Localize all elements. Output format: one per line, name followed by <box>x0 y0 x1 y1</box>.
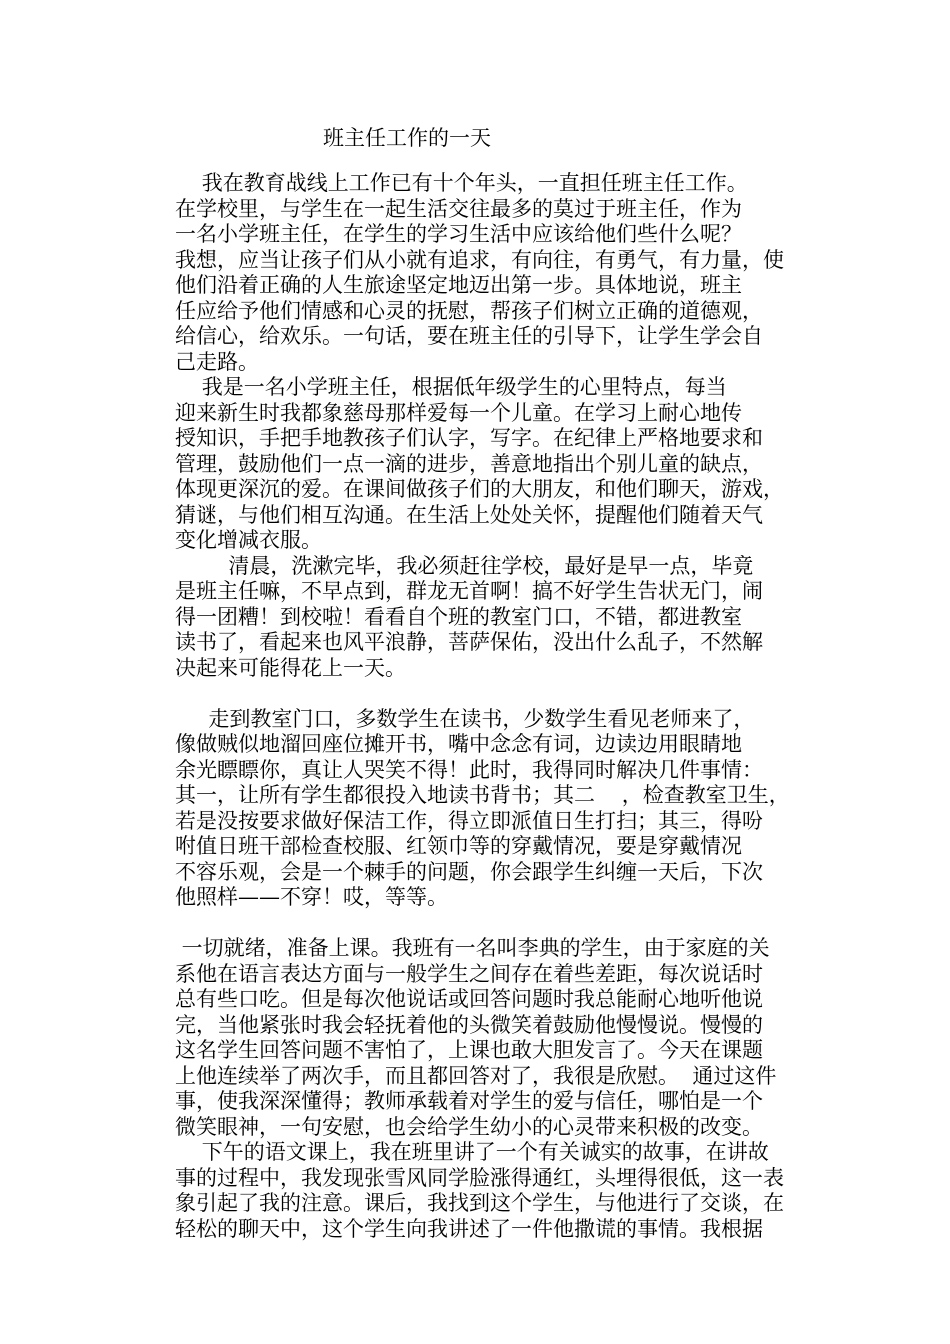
text-line: 其一，让所有学生都很投入地读书背书；其二 ，检查教室卫生， <box>175 783 790 807</box>
text-line: 读书了，看起来也风平浪静，菩萨保佑，没出什么乱子，不然解 <box>175 630 763 654</box>
text-line: 给信心，给欢乐。一句话，要在班主任的引导下，让学生学会自 <box>175 324 763 348</box>
text-line: 下午的语文课上，我在班里讲了一个有关诚实的故事，在讲故 <box>175 1140 769 1164</box>
text-line: 像做贼似地溜回座位摊开书，嘴中念念有词，边读边用眼睛地 <box>175 732 742 756</box>
text-line: 不容乐观，会是一个棘手的问题，你会跟学生纠缠一天后，下次 <box>175 859 763 884</box>
text-line: 象引起了我的注意。课后，我找到这个学生，与他进行了交谈，在 <box>175 1191 784 1215</box>
text-line: 走到教室门口，多数学生在读书，少数学生看见老师来了， <box>175 706 755 731</box>
text-line: 轻松的聊天中，这个学生向我讲述了一件他撒谎的事情。我根据 <box>175 1216 763 1241</box>
text-line: 清晨，洗漱完毕，我必须赶往学校，最好是早一点，毕竟 <box>175 553 754 578</box>
text-line: 是班主任嘛，不早点到，群龙无首啊！搞不好学生告状无门，闹 <box>175 579 763 603</box>
text-line: 事，使我深深懂得；教师承载着对学生的爱与信任，哪怕是一个 <box>175 1089 763 1113</box>
text-line: 咐值日班干部检查校服、红领巾等的穿戴情况，要是穿戴情况 <box>175 834 742 858</box>
text-line: 猜谜，与他们相互沟通。在生活上处处关怀，提醒他们随着天气 <box>175 502 763 527</box>
text-line: 一切就绪，准备上课。我班有一名叫李典的学生，由于家庭的关 <box>175 936 770 960</box>
text-line: 体现更深沉的爱。在课间做孩子们的大朋友，和他们聊天，游戏， <box>175 477 784 501</box>
document-body <box>175 171 795 1242</box>
text-line: 变化增减衣服。 <box>175 528 322 552</box>
text-line: 己走路。 <box>175 349 259 374</box>
text-line: 授知识，手把手地教孩子们认字，写字。在纪律上严格地要求和 <box>175 426 763 450</box>
text-line: 他照样——不穿！哎，等等。 <box>175 885 448 909</box>
document-title: 班主任工作的一天 <box>323 126 491 150</box>
text-line: 迎来新生时我都象慈母那样爱每一个儿童。在学习上耐心地传 <box>175 400 742 425</box>
text-line: 余光瞟瞟你，真让人哭笑不得！此时，我得同时解决几件事情： <box>175 757 763 782</box>
text-line: 上他连续举了两次手，而且都回答对了，我很是欣慰。 通过这件 <box>175 1063 777 1088</box>
text-line: 在学校里，与学生在一起生活交往最多的莫过于班主任，作为 <box>175 196 742 221</box>
text-line: 系他在语言表达方面与一般学生之间存在着些差距，每次说话时 <box>175 961 763 986</box>
text-line: 我是一名小学班主任，根据低年级学生的心里特点，每当 <box>175 375 727 399</box>
blank-line <box>175 681 795 707</box>
text-line: 微笑眼神，一句安慰，也会给学生幼小的心灵带来积极的改变。 <box>175 1114 763 1139</box>
text-line: 得一团糟！到校啦！看看自个班的教室门口，不错，都进教室 <box>175 604 742 629</box>
text-line: 任应给予他们情感和心灵的抚慰，帮孩子们树立正确的道德观， <box>175 298 763 323</box>
text-line: 总有些口吃。但是每次他说话或回答问题时我总能耐心地听他说 <box>175 987 763 1011</box>
text-line: 他们沿着正确的人生旅途坚定地迈出第一步。具体地说，班主 <box>175 273 742 297</box>
text-line: 一名小学班主任，在学生的学习生活中应该给他们些什么呢？ <box>175 222 742 246</box>
blank-line <box>175 911 795 937</box>
text-line: 若是没按要求做好保洁工作，得立即派值日生打扫；其三，得吩 <box>175 808 763 833</box>
text-line: 这名学生回答问题不害怕了，上课也敢大胆发言了。今天在课题 <box>175 1038 763 1062</box>
text-line: 完，当他紧张时我会轻抚着他的头微笑着鼓励他慢慢说。慢慢的 <box>175 1012 763 1037</box>
text-line: 决起来可能得花上一天。 <box>175 655 406 680</box>
text-line: 管理，鼓励他们一点一滴的进步，善意地指出个别儿童的缺点， <box>175 451 763 476</box>
text-line: 我在教育战线上工作已有十个年头，一直担任班主任工作。 <box>175 171 748 195</box>
text-line: 事的过程中，我发现张雪风同学脸涨得通红，头埋得很低，这一表 <box>175 1165 784 1190</box>
text-line: 我想，应当让孩子们从小就有追求，有向往，有勇气，有力量，使 <box>175 247 784 272</box>
